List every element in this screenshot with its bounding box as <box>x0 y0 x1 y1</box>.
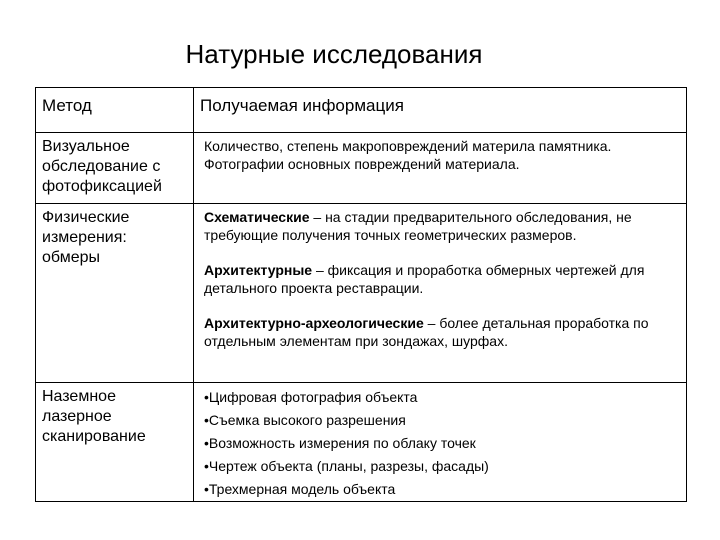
methods-table <box>35 87 687 502</box>
info-cell <box>194 383 687 502</box>
method-cell <box>36 133 194 204</box>
info-line: Количество, степень макроповреждений материла памятника. <box>204 138 612 154</box>
table-header-row <box>36 88 687 133</box>
header-info: Получаемая информация <box>200 96 404 115</box>
entry-term: Архитектурные <box>204 262 313 278</box>
table-row-visual-survey <box>36 133 687 204</box>
method-name: Физические измерения: обмеры <box>42 209 130 266</box>
entry-term: Архитектурно-археологические <box>204 315 424 331</box>
method-cell <box>36 204 194 383</box>
header-method: Метод <box>42 96 92 115</box>
table-row-laser-scanning <box>36 383 687 502</box>
method-name: Визуальное обследование с фотофиксацией <box>42 138 162 195</box>
bullet-item: • Чертеж объекта (планы, разрезы, фасады) <box>204 455 678 478</box>
info-line: Фотографии основных повреждений материала. <box>204 156 520 172</box>
method-name: Наземное лазерное сканирование <box>42 388 146 445</box>
entry-text: – на стадии предварительного обследования, не требующие получения точных геометрических размеров. <box>204 209 632 243</box>
bullet-item: • Цифровая фотография объекта <box>204 386 678 409</box>
info-cell <box>194 133 687 204</box>
entry-text: – более детальная проработка по отдельным элементам при зондажах, шурфах. <box>204 315 649 349</box>
bullet-item: • Возможность измерения по облаку точек <box>204 432 678 455</box>
info-cell <box>194 204 687 383</box>
header-cell-info <box>194 88 687 133</box>
slide-title: Натурные исследования <box>185 39 483 69</box>
measurement-entry <box>204 261 678 297</box>
entry-term: Схематические <box>204 209 310 225</box>
table-row-physical-measurements <box>36 204 687 383</box>
bullet-item: • Трехмерная модель объекта <box>204 478 678 501</box>
measurement-entry <box>204 314 678 350</box>
method-cell <box>36 383 194 502</box>
measurement-entry <box>204 208 678 244</box>
bullet-item: • Съемка высокого разрешения <box>204 409 678 432</box>
entry-text: – фиксация и проработка обмерных чертежей для детального проекта реставрации. <box>204 262 645 296</box>
header-cell-method <box>36 88 194 133</box>
bullet-list <box>204 386 678 501</box>
